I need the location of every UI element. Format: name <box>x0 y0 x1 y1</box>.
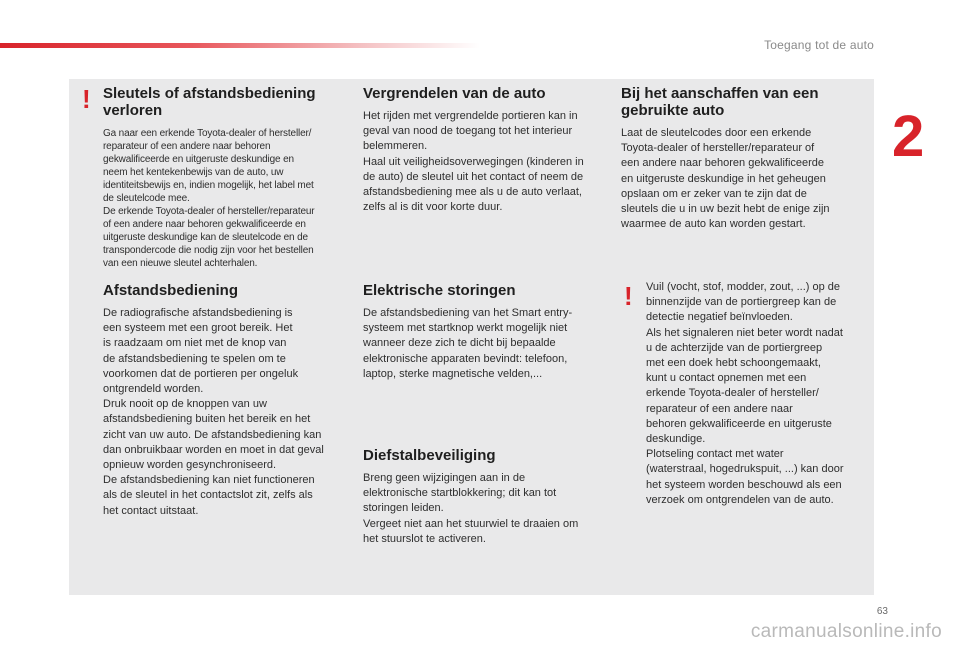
block-text: Laat de sleutelcodes door een erkende Toyota-dealer of hersteller/reparateur of een andere naar behoren gekwalificeerde en uitgeruste deskundige in het geheugen opslaan om er zeker van te zijn dat de sleutels die u in uw bezit hebt de enige zijn waarmee de auto kan worden gestart. <box>621 127 830 231</box>
block-text: De afstandsbediening van het Smart entry- systeem met startknop werkt mogelijk niet wanneer deze zich te dicht bij bepaalde elektronische apparaten bevindt: telefoon, laptop, sterke magnetische velden,... <box>363 307 573 380</box>
block-anti-theft <box>363 447 608 547</box>
block-text: Het rijden met vergrendelde portieren kan in geval van nood de toegang tot het interieur belemmeren. Haal uit veiligheidsoverwegingen (kinderen in de auto) de sleutel uit het contact of neem de afstandsbediening mee als u de auto verlaat, zelfs al is dit voor korte duur. <box>363 110 584 214</box>
block-title: Bij het aanschaffen van een gebruikte auto <box>621 85 819 119</box>
block-electrical <box>363 282 608 382</box>
header-accent-bar <box>0 43 480 48</box>
warning-icon: ! <box>82 84 91 114</box>
watermark: carmanualsonline.info <box>750 621 942 642</box>
block-title: Afstandsbediening <box>103 282 239 299</box>
block-title: Elektrische storingen <box>363 282 516 299</box>
warning-icon: ! <box>624 281 633 311</box>
block-locking <box>363 85 608 215</box>
block-text: De radiografische afstandsbediening is een systeem met een groot bereik. Het is raadzaam om niet met de knop van de afstandsbediening te spelen om te voorkomen dat de portieren per ongeluk ontgrendeld worden. Druk nooit op de knoppen van uw afstandsbediening buiten het bereik en het zicht van uw auto. De afstandsbediening kan dan onbruikbaar worden en moet in dat geval opnieuw worden gesynchroniseerd. De afstandsbediening kan niet functioneren als de sleutel in het contactslot zit, zelfs als het contact uitstaat. <box>103 307 324 517</box>
block-title: Diefstalbeveiliging <box>363 447 496 464</box>
block-title: Sleutels of afstandsbediening verloren <box>103 85 316 119</box>
block-text: Breng geen wijzigingen aan in de elektronische startblokkering; dit kan tot storingen leiden. Vergeet niet aan het stuurwiel te draaien om het stuurslot te activeren. <box>363 472 579 545</box>
block-title: Vergrendelen van de auto <box>363 85 546 102</box>
block-remote <box>103 282 353 519</box>
section-title: Toegang tot de auto <box>764 38 874 52</box>
page-number: 63 <box>876 606 888 617</box>
block-door-handle-warning <box>646 280 871 508</box>
block-text: Vuil (vocht, stof, modder, zout, ...) op de binnenzijde van de portiergreep kan de detectie negatief beïnvloeden. Als het signaleren niet beter wordt nadat u de achterzijde van de portiergreep met een doek hebt schoongemaakt, kunt u contact opnemen met een erkende Toyota-dealer of hersteller/ reparateur of een andere naar behoren gekwalificeerde en uitgeruste deskundige. Plotseling contact met water (waterstraal, hogedrukspuit, ...) kan door het systeem worden beschouwd als een verzoek om ontgrendelen van de auto. <box>646 281 844 506</box>
block-text: Ga naar een erkende Toyota-dealer of hersteller/ reparateur of een andere naar behoren gekwalificeerde en uitgeruste deskundige en neem het kentekenbewijs van de auto, uw identiteitsbewijs en, indien mogelijk, het label met de sleutelcode mee. De erkende Toyota-dealer of hersteller/reparateur of een andere naar behoren gekwalificeerde en uitgeruste deskundige kan de sleutelcode en de transpondercode die nodig zijn voor het bestellen van een nieuwe sleutel achterhalen. <box>103 128 315 269</box>
block-used-car <box>621 85 861 232</box>
block-keys-lost <box>103 85 351 270</box>
chapter-number: 2 <box>892 104 925 169</box>
